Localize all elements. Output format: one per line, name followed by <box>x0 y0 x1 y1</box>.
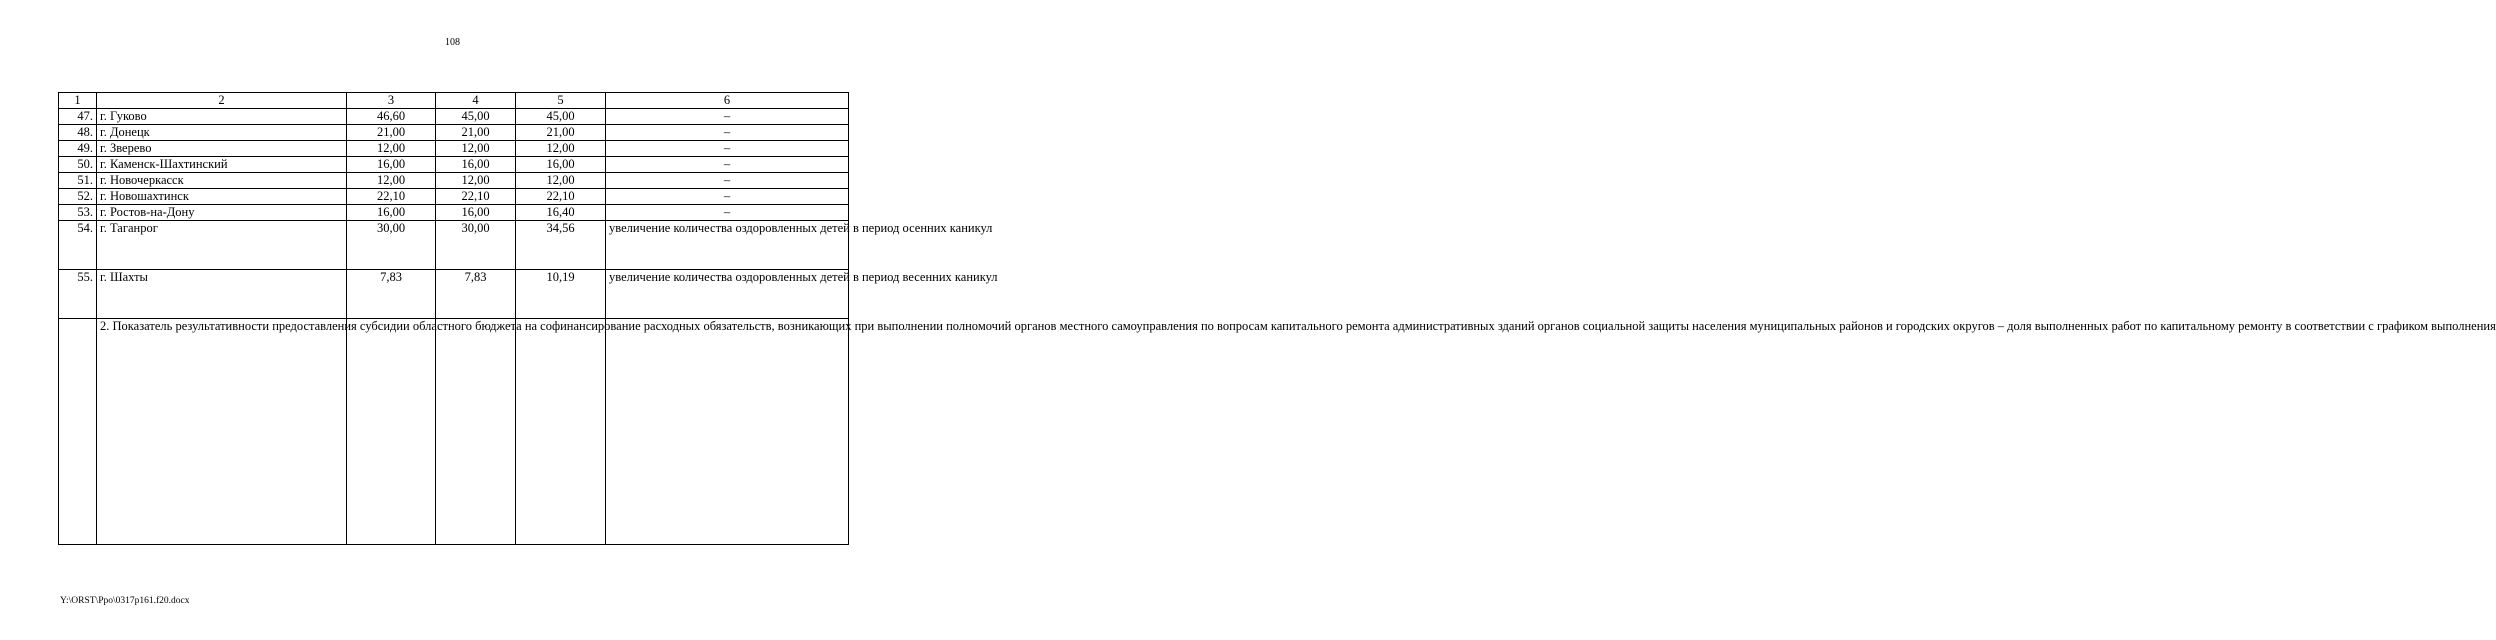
row-number <box>59 319 97 545</box>
empty-cell <box>516 319 606 545</box>
table-row <box>59 221 849 270</box>
header-cell: 5 <box>516 93 606 109</box>
city-name: г. Каменск-Шахтинский <box>97 157 347 173</box>
value-col4: 12,00 <box>436 173 516 189</box>
table-row <box>59 189 849 205</box>
city-name: г. Новошахтинск <box>97 189 347 205</box>
value-col3: 21,00 <box>347 125 436 141</box>
value-col5: 34,56 <box>516 221 606 270</box>
city-name: г. Гуково <box>97 109 347 125</box>
value-col5: 12,00 <box>516 141 606 157</box>
value-col4: 12,00 <box>436 141 516 157</box>
row-number: 51. <box>59 173 97 189</box>
value-col5: 10,19 <box>516 270 606 319</box>
value-col4: 16,00 <box>436 205 516 221</box>
value-col4: 16,00 <box>436 157 516 173</box>
empty-cell <box>606 319 849 545</box>
value-col3: 12,00 <box>347 141 436 157</box>
value-col4: 45,00 <box>436 109 516 125</box>
header-cell: 6 <box>606 93 849 109</box>
table-row <box>59 270 849 319</box>
table-row <box>59 125 849 141</box>
table-row <box>59 109 849 125</box>
header-cell: 2 <box>97 93 347 109</box>
table-row <box>59 157 849 173</box>
note: увеличение количества оздоровленных детей в период осенних каникул <box>606 221 849 270</box>
empty-cell <box>347 319 436 545</box>
row-number: 50. <box>59 157 97 173</box>
note: – <box>606 125 849 141</box>
section-row <box>59 319 849 545</box>
value-col5: 22,10 <box>516 189 606 205</box>
empty-cell <box>436 319 516 545</box>
row-number: 53. <box>59 205 97 221</box>
header-row <box>59 93 849 109</box>
table-row <box>59 173 849 189</box>
note: – <box>606 173 849 189</box>
city-name: г. Донецк <box>97 125 347 141</box>
value-col5: 16,00 <box>516 157 606 173</box>
value-col5: 12,00 <box>516 173 606 189</box>
value-col3: 12,00 <box>347 173 436 189</box>
row-number: 52. <box>59 189 97 205</box>
row-number: 49. <box>59 141 97 157</box>
note: – <box>606 109 849 125</box>
value-col5: 16,40 <box>516 205 606 221</box>
value-col5: 45,00 <box>516 109 606 125</box>
page-number: 108 <box>445 37 460 48</box>
value-col4: 7,83 <box>436 270 516 319</box>
header-cell: 1 <box>59 93 97 109</box>
value-col3: 16,00 <box>347 205 436 221</box>
file-path-footer: Y:\ORST\Ppo\0317p161.f20.docx <box>60 596 190 606</box>
city-name: г. Шахты <box>97 270 347 319</box>
table-row <box>59 141 849 157</box>
section-description: 2. Показатель результативности предоставления субсидии областного бюджета на софинансирование расходных обязательств, возникающих при выполнении полномочий органов местного самоуправления по вопросам капитального ремонта административных зданий органов социальной защиты населения муниципальных районов и городских округов – доля выполненных работ по капитальному ремонту в соответствии с графиком выполнения <box>97 319 347 545</box>
value-col3: 22,10 <box>347 189 436 205</box>
row-number: 54. <box>59 221 97 270</box>
value-col3: 46,60 <box>347 109 436 125</box>
city-name: г. Зверево <box>97 141 347 157</box>
value-col4: 30,00 <box>436 221 516 270</box>
value-col4: 22,10 <box>436 189 516 205</box>
value-col3: 30,00 <box>347 221 436 270</box>
note: – <box>606 189 849 205</box>
value-col3: 16,00 <box>347 157 436 173</box>
value-col5: 21,00 <box>516 125 606 141</box>
header-cell: 3 <box>347 93 436 109</box>
row-number: 47. <box>59 109 97 125</box>
note: увеличение количества оздоровленных детей в период весенних каникул <box>606 270 849 319</box>
city-name: г. Новочеркасск <box>97 173 347 189</box>
indicator-table <box>58 92 2496 545</box>
header-cell: 4 <box>436 93 516 109</box>
table-row <box>59 205 849 221</box>
note: – <box>606 205 849 221</box>
row-number: 48. <box>59 125 97 141</box>
city-name: г. Таганрог <box>97 221 347 270</box>
row-number: 55. <box>59 270 97 319</box>
value-col4: 21,00 <box>436 125 516 141</box>
value-col3: 7,83 <box>347 270 436 319</box>
note: – <box>606 141 849 157</box>
city-name: г. Ростов-на-Дону <box>97 205 347 221</box>
note: – <box>606 157 849 173</box>
